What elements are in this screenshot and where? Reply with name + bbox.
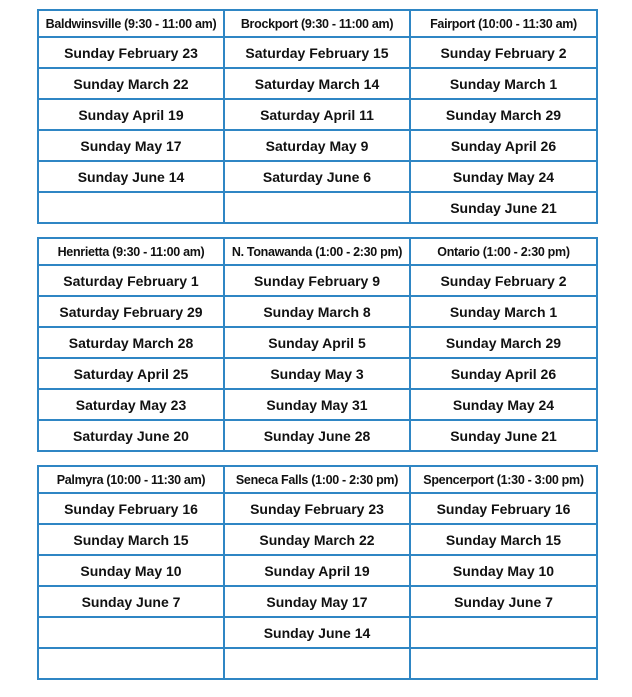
date-cell: Sunday June 7 xyxy=(410,586,597,617)
schedule-table-3 xyxy=(37,465,598,680)
location-header-henrietta: Henrietta (9:30 - 11:00 am) xyxy=(38,238,224,265)
table-row xyxy=(38,524,597,555)
date-cell xyxy=(38,617,224,648)
header-row xyxy=(38,466,597,493)
date-cell: Sunday June 7 xyxy=(38,586,224,617)
header-row xyxy=(38,10,597,37)
date-cell: Sunday June 21 xyxy=(410,420,597,451)
location-header-seneca-falls: Seneca Falls (1:00 - 2:30 pm) xyxy=(224,466,410,493)
date-cell xyxy=(224,192,410,223)
location-header-ontario: Ontario (1:00 - 2:30 pm) xyxy=(410,238,597,265)
table-row xyxy=(38,389,597,420)
header-row xyxy=(38,238,597,265)
date-cell: Sunday March 15 xyxy=(410,524,597,555)
date-cell: Sunday April 5 xyxy=(224,327,410,358)
date-cell: Saturday April 25 xyxy=(38,358,224,389)
date-cell xyxy=(410,648,597,679)
date-cell: Saturday April 11 xyxy=(224,99,410,130)
table-row xyxy=(38,192,597,223)
date-cell: Sunday March 1 xyxy=(410,68,597,99)
date-cell xyxy=(410,617,597,648)
date-cell: Sunday May 3 xyxy=(224,358,410,389)
date-cell: Sunday May 10 xyxy=(38,555,224,586)
date-cell: Sunday March 8 xyxy=(224,296,410,327)
table-row xyxy=(38,68,597,99)
table-row xyxy=(38,296,597,327)
schedule-table-2 xyxy=(37,237,598,452)
date-cell: Sunday February 2 xyxy=(410,37,597,68)
date-cell: Saturday May 9 xyxy=(224,130,410,161)
date-cell: Sunday May 24 xyxy=(410,161,597,192)
date-cell: Saturday March 28 xyxy=(38,327,224,358)
location-header-palmyra: Palmyra (10:00 - 11:30 am) xyxy=(38,466,224,493)
date-cell: Sunday March 22 xyxy=(224,524,410,555)
table-row xyxy=(38,265,597,296)
date-cell: Sunday March 29 xyxy=(410,327,597,358)
date-cell: Sunday February 2 xyxy=(410,265,597,296)
location-header-brockport: Brockport (9:30 - 11:00 am) xyxy=(224,10,410,37)
date-cell: Sunday March 29 xyxy=(410,99,597,130)
date-cell xyxy=(38,192,224,223)
date-cell: Sunday March 22 xyxy=(38,68,224,99)
date-cell: Sunday February 23 xyxy=(224,493,410,524)
date-cell: Sunday April 19 xyxy=(224,555,410,586)
table-row xyxy=(38,493,597,524)
date-cell: Sunday May 24 xyxy=(410,389,597,420)
date-cell: Sunday March 1 xyxy=(410,296,597,327)
date-cell xyxy=(38,648,224,679)
table-row xyxy=(38,99,597,130)
date-cell xyxy=(224,648,410,679)
location-header-n-tonawanda: N. Tonawanda (1:00 - 2:30 pm) xyxy=(224,238,410,265)
date-cell: Sunday May 10 xyxy=(410,555,597,586)
date-cell: Sunday February 9 xyxy=(224,265,410,296)
date-cell: Saturday June 6 xyxy=(224,161,410,192)
date-cell: Sunday April 19 xyxy=(38,99,224,130)
table-row xyxy=(38,555,597,586)
location-header-fairport: Fairport (10:00 - 11:30 am) xyxy=(410,10,597,37)
date-cell: Sunday June 21 xyxy=(410,192,597,223)
location-header-spencerport: Spencerport (1:30 - 3:00 pm) xyxy=(410,466,597,493)
date-cell: Sunday May 17 xyxy=(38,130,224,161)
date-cell: Saturday February 15 xyxy=(224,37,410,68)
table-row xyxy=(38,161,597,192)
date-cell: Sunday April 26 xyxy=(410,130,597,161)
date-cell: Sunday May 17 xyxy=(224,586,410,617)
schedule-table-1 xyxy=(37,9,598,224)
date-cell: Sunday June 28 xyxy=(224,420,410,451)
date-cell: Saturday February 1 xyxy=(38,265,224,296)
date-cell: Sunday February 23 xyxy=(38,37,224,68)
table-row xyxy=(38,130,597,161)
table-row xyxy=(38,586,597,617)
table-row xyxy=(38,37,597,68)
table-row xyxy=(38,327,597,358)
date-cell: Sunday February 16 xyxy=(410,493,597,524)
location-header-baldwinsville: Baldwinsville (9:30 - 11:00 am) xyxy=(38,10,224,37)
date-cell: Saturday June 20 xyxy=(38,420,224,451)
date-cell: Sunday June 14 xyxy=(38,161,224,192)
table-row xyxy=(38,420,597,451)
table-row xyxy=(38,648,597,679)
table-row xyxy=(38,617,597,648)
date-cell: Saturday March 14 xyxy=(224,68,410,99)
date-cell: Sunday May 31 xyxy=(224,389,410,420)
table-row xyxy=(38,358,597,389)
date-cell: Sunday April 26 xyxy=(410,358,597,389)
date-cell: Sunday March 15 xyxy=(38,524,224,555)
date-cell: Saturday February 29 xyxy=(38,296,224,327)
date-cell: Sunday June 14 xyxy=(224,617,410,648)
date-cell: Sunday February 16 xyxy=(38,493,224,524)
date-cell: Saturday May 23 xyxy=(38,389,224,420)
